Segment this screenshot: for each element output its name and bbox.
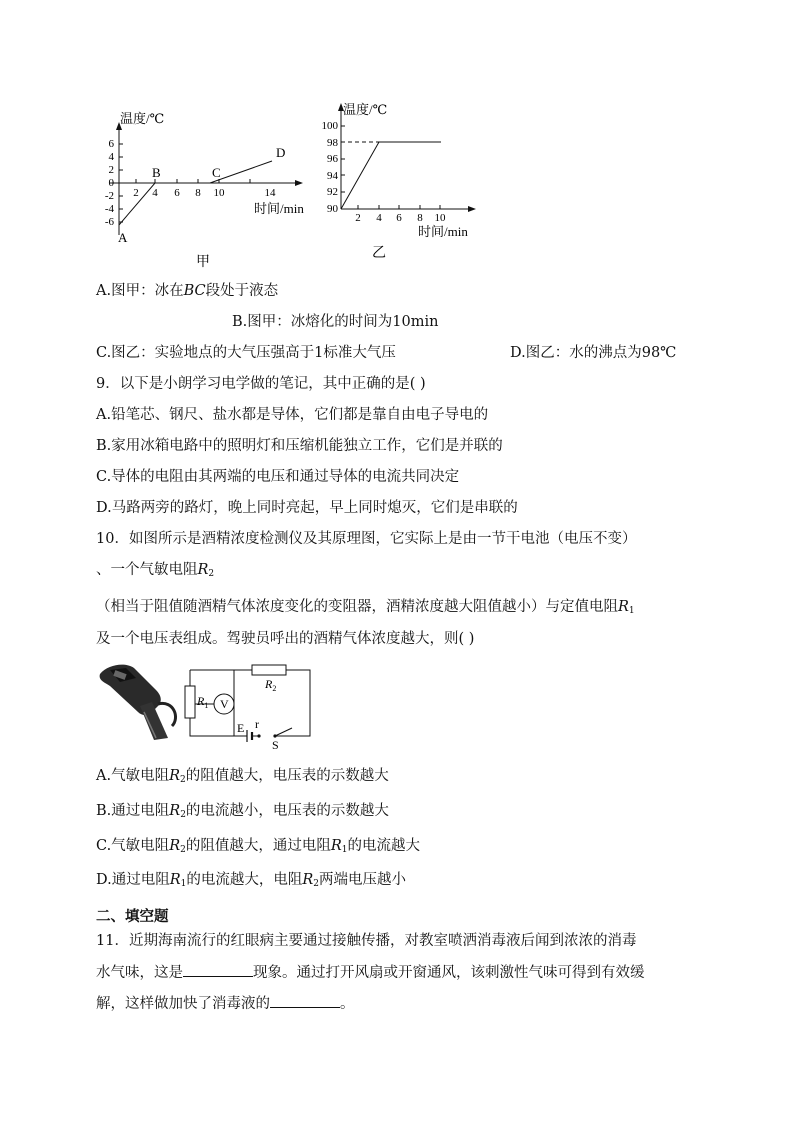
jia-ytick: 0: [108, 177, 114, 189]
q10-stem-2: 、一个气敏电阻$R_2$: [96, 562, 215, 579]
yi-ytick: 96: [327, 153, 338, 165]
svg-text:R1: $R_1$: [197, 694, 209, 710]
yi-xtick: 10: [434, 212, 446, 224]
internal-r-label: r: [255, 717, 259, 731]
yi-ytick: 90: [327, 203, 338, 215]
q10-stem-1: 10．如图所示是酒精浓度检测仪及其原理图，它实际上是由一节干电池（电压不变）: [96, 531, 637, 547]
jia-xtick: 2: [133, 187, 139, 199]
battery-label: E: [237, 721, 245, 735]
yi-ytick: 98: [327, 137, 338, 149]
resistor-r2: [252, 665, 286, 675]
point-A: A: [118, 230, 128, 245]
jia-xtick: 10: [213, 187, 225, 199]
q8-option-b: B.图甲：冰熔化的时间为10min: [232, 314, 439, 330]
jia-ytick: 2: [108, 164, 114, 176]
q10-option-d: D.通过电阻$R_1$的电流越大，电阻$R_2$两端电压越小: [96, 872, 407, 889]
point-C: C: [212, 165, 221, 180]
yi-xtick: 4: [376, 212, 382, 224]
q10-option-a: A.气敏电阻$R_2$的阻值越大，电压表的示数越大: [96, 768, 389, 785]
q9-stem: 9．以下是小朗学习电学做的笔记，其中正确的是( ): [96, 376, 426, 392]
q9-option-c: C.导体的电阻由其两端的电压和通过导体的电流共同决定: [96, 469, 460, 485]
yi-caption: 乙: [372, 246, 386, 261]
answer-blank-1[interactable]: [183, 962, 253, 977]
jia-ylabel: 温度/℃: [120, 111, 165, 126]
circuit-diagram: [180, 662, 315, 752]
q8-option-a: A.图甲：冰在BC段处于液态: [96, 283, 279, 299]
jia-ytick: -4: [104, 203, 114, 215]
q9-option-b: B.家用冰箱电路中的照明灯和压缩机能独立工作，它们是并联的: [96, 438, 503, 454]
q9-option-a: A.铅笔芯、钢尺、盐水都是导体，它们都是靠自由电子导电的: [96, 407, 489, 423]
point-D: D: [276, 145, 286, 160]
jia-xtick: 14: [264, 187, 276, 199]
jia-ytick: -6: [104, 216, 114, 228]
jia-xtick: 8: [195, 187, 201, 199]
jia-xlabel: 时间/min: [254, 201, 304, 216]
q11-line-2: 水气味，这是 现象。通过打开风扇或开窗通风，该刺激性气味可得到有效缓: [96, 962, 645, 983]
q10-stem-4: 及一个电压表组成。驾驶员呼出的酒精气体浓度越大，则( ): [96, 631, 475, 647]
graph-yi: [308, 94, 483, 264]
yi-ytick: 94: [327, 170, 338, 182]
jia-xtick: 4: [152, 187, 158, 199]
switch-s: [275, 728, 292, 736]
answer-blank-2[interactable]: [270, 993, 340, 1008]
q11-line-1: 11．近期海南流行的红眼病主要通过接触传播，对教室喷洒消毒液后闻到浓浓的消毒: [96, 933, 637, 949]
yi-ytick: 92: [327, 186, 338, 198]
q10-option-b: B.通过电阻$R_2$的电流越小，电压表的示数越大: [96, 803, 389, 820]
yi-curve: [341, 142, 441, 209]
switch-label: S: [272, 738, 279, 752]
q11-line-3: 解，这样做加快了消毒液的 。: [96, 993, 355, 1014]
q8-option-d: D.图乙：水的沸点为98℃: [510, 345, 677, 361]
jia-ytick: -2: [104, 190, 114, 202]
resistor-r1: [185, 686, 195, 718]
yi-xtick: 6: [396, 212, 402, 224]
breathalyzer-image: [96, 660, 186, 742]
q10-stem-3: （相当于阻值随酒精气体浓度变化的变阻器，酒精浓度越大阻值越小）与定值电阻$R_1$: [96, 599, 635, 616]
voltmeter-label: V: [220, 697, 229, 711]
yi-xlabel: 时间/min: [418, 224, 468, 239]
section-title: 二、填空题: [96, 909, 169, 925]
jia-caption: 甲: [196, 255, 210, 270]
jia-ytick: 6: [108, 138, 114, 150]
q8-option-c: C.图乙：实验地点的大气压强高于1标准大气压: [96, 345, 396, 361]
jia-xtick: 6: [174, 187, 180, 199]
yi-ylabel: 温度/℃: [343, 102, 388, 117]
graph-jia: [92, 100, 322, 270]
yi-ytick: 100: [321, 120, 338, 132]
q9-option-d: D.马路两旁的路灯，晚上同时亮起，早上同时熄灭，它们是串联的: [96, 500, 518, 516]
q10-option-c: C.气敏电阻$R_2$的阻值越大，通过电阻$R_1$的电流越大: [96, 838, 420, 855]
svg-text:R2: $R_2$: [265, 677, 277, 693]
point-B: B: [152, 165, 161, 180]
yi-xtick: 8: [417, 212, 423, 224]
yi-xtick: 2: [355, 212, 361, 224]
jia-ytick: 4: [108, 151, 114, 163]
